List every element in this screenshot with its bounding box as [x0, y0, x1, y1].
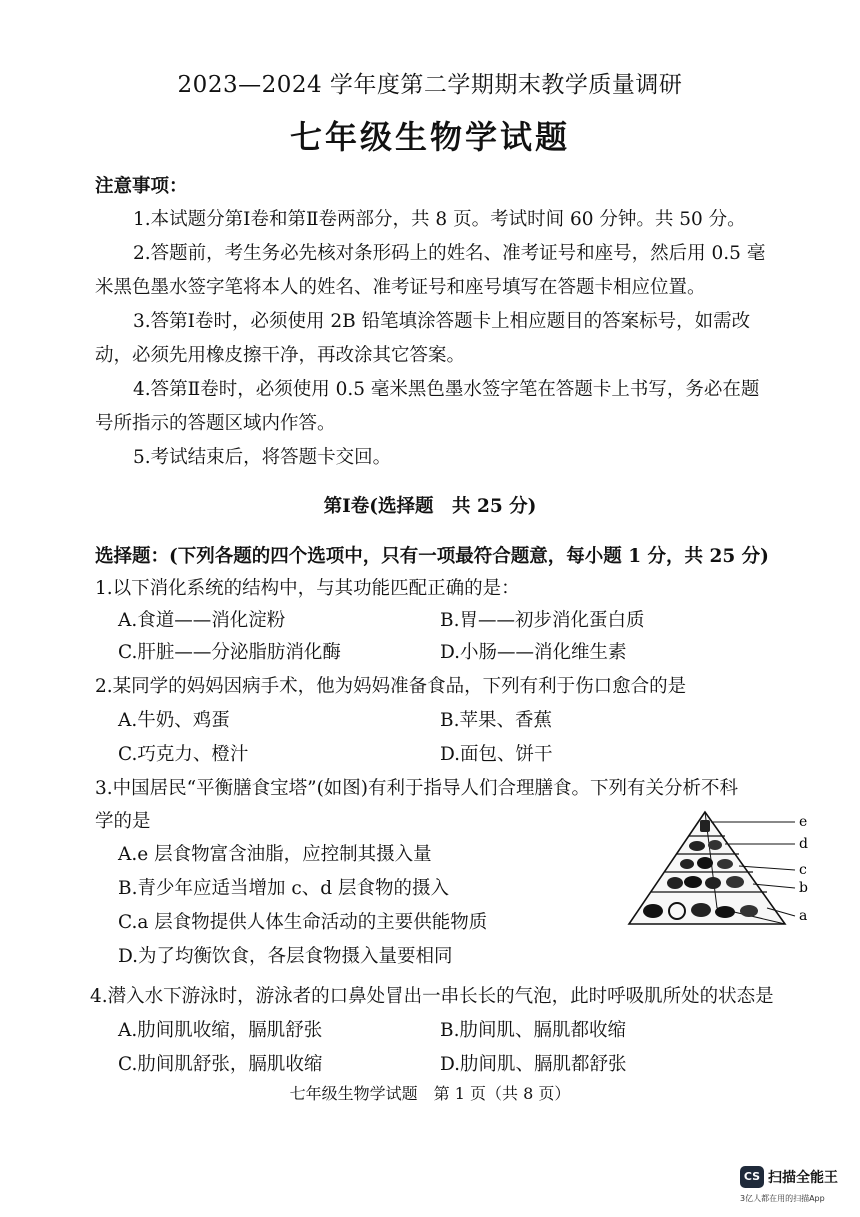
question-3-stem-line-1: 3.中国居民“平衡膳食宝塔”(如图)有利于指导人们合理膳食。下列有关分析不科: [95, 778, 739, 799]
exam-subject-title: 七年级生物学试题: [289, 118, 570, 156]
notes-line-3: 米黑色墨水签字笔将本人的姓名、准考证号和座号填写在答题卡相应位置。: [95, 277, 706, 298]
notes-line-2: 2.答题前，考生务必先核对条形码上的姓名、准考证号和座号，然后用 0.5 毫: [133, 243, 766, 264]
pyramid-label-a: a: [799, 908, 808, 924]
question-1-option-b: B.胃——初步消化蛋白质: [440, 610, 645, 631]
exam-header-title: 2023—2024 学年度第二学期期末教学质量调研: [177, 72, 683, 98]
section-1-instruction: 选择题：(下列各题的四个选项中，只有一项最符合题意，每小题 1 分，共 25 分): [95, 546, 769, 567]
question-1-stem: 1.以下消化系统的结构中，与其功能匹配正确的是：: [95, 578, 520, 599]
question-4-stem: 4.潜入水下游泳时，游泳者的口鼻处冒出一串长长的气泡，此时呼吸肌所处的状态是: [90, 986, 774, 1007]
question-2-option-d: D.面包、饼干: [440, 744, 553, 765]
scanner-app-name: 扫描全能王: [768, 1170, 838, 1186]
notes-line-8: 5.考试结束后，将答题卡交回。: [133, 447, 392, 468]
scanner-tagline: 3亿人都在用的扫描App: [740, 1194, 825, 1203]
pyramid-label-d: d: [799, 836, 808, 852]
food-pyramid-figure: [625, 808, 815, 933]
question-4-option-b: B.肋间肌、膈肌都收缩: [440, 1020, 626, 1041]
notes-line-1: 1.本试题分第Ⅰ卷和第Ⅱ卷两部分，共 8 页。考试时间 60 分钟。共 50 分。: [133, 209, 746, 230]
question-2-option-c: C.巧克力、橙汁: [118, 744, 249, 765]
question-1-option-c: C.肝脏——分泌脂肪消化酶: [118, 642, 341, 663]
question-3-option-d: D.为了均衡饮食，各层食物摄入量要相同: [118, 946, 453, 967]
notes-line-7: 号所指示的答题区域内作答。: [95, 413, 336, 434]
pyramid-label-c: c: [799, 862, 807, 878]
question-1-option-a: A.食道——消化淀粉: [118, 610, 286, 631]
question-1-option-d: D.小肠——消化维生素: [440, 642, 627, 663]
question-4-option-a: A.肋间肌收缩，膈肌舒张: [118, 1020, 323, 1041]
notes-line-4: 3.答第Ⅰ卷时，必须使用 2B 铅笔填涂答题卡上相应题目的答案标号，如需改: [133, 311, 751, 332]
notes-line-5: 动，必须先用橡皮擦干净，再改涂其它答案。: [95, 345, 466, 366]
pyramid-label-b: b: [799, 880, 808, 896]
question-2-stem: 2.某同学的妈妈因病手术，他为妈妈准备食品，下列有利于伤口愈合的是: [95, 676, 687, 697]
scanner-logo-icon: CS: [740, 1166, 764, 1188]
question-3-stem-line-2: 学的是: [95, 811, 151, 832]
section-1-title: 第Ⅰ卷(选择题 共 25 分): [323, 496, 537, 517]
page-footer: 七年级生物学试题 第 1 页（共 8 页）: [289, 1084, 571, 1103]
notes-heading: 注意事项：: [95, 176, 188, 197]
notes-line-6: 4.答第Ⅱ卷时，必须使用 0.5 毫米黑色墨水签字笔在答题卡上书写，务必在题: [133, 379, 760, 400]
question-2-option-a: A.牛奶、鸡蛋: [118, 710, 230, 731]
pyramid-label-e: e: [799, 814, 808, 830]
question-3-option-b: B.青少年应适当增加 c、d 层食物的摄入: [118, 878, 449, 899]
question-4-option-c: C.肋间肌舒张，膈肌收缩: [118, 1054, 323, 1075]
question-2-option-b: B.苹果、香蕉: [440, 710, 552, 731]
question-3-option-c: C.a 层食物提供人体生命活动的主要供能物质: [118, 912, 488, 933]
question-4-option-d: D.肋间肌、膈肌都舒张: [440, 1054, 627, 1075]
question-3-option-a: A.e 层食物富含油脂，应控制其摄入量: [118, 844, 432, 865]
